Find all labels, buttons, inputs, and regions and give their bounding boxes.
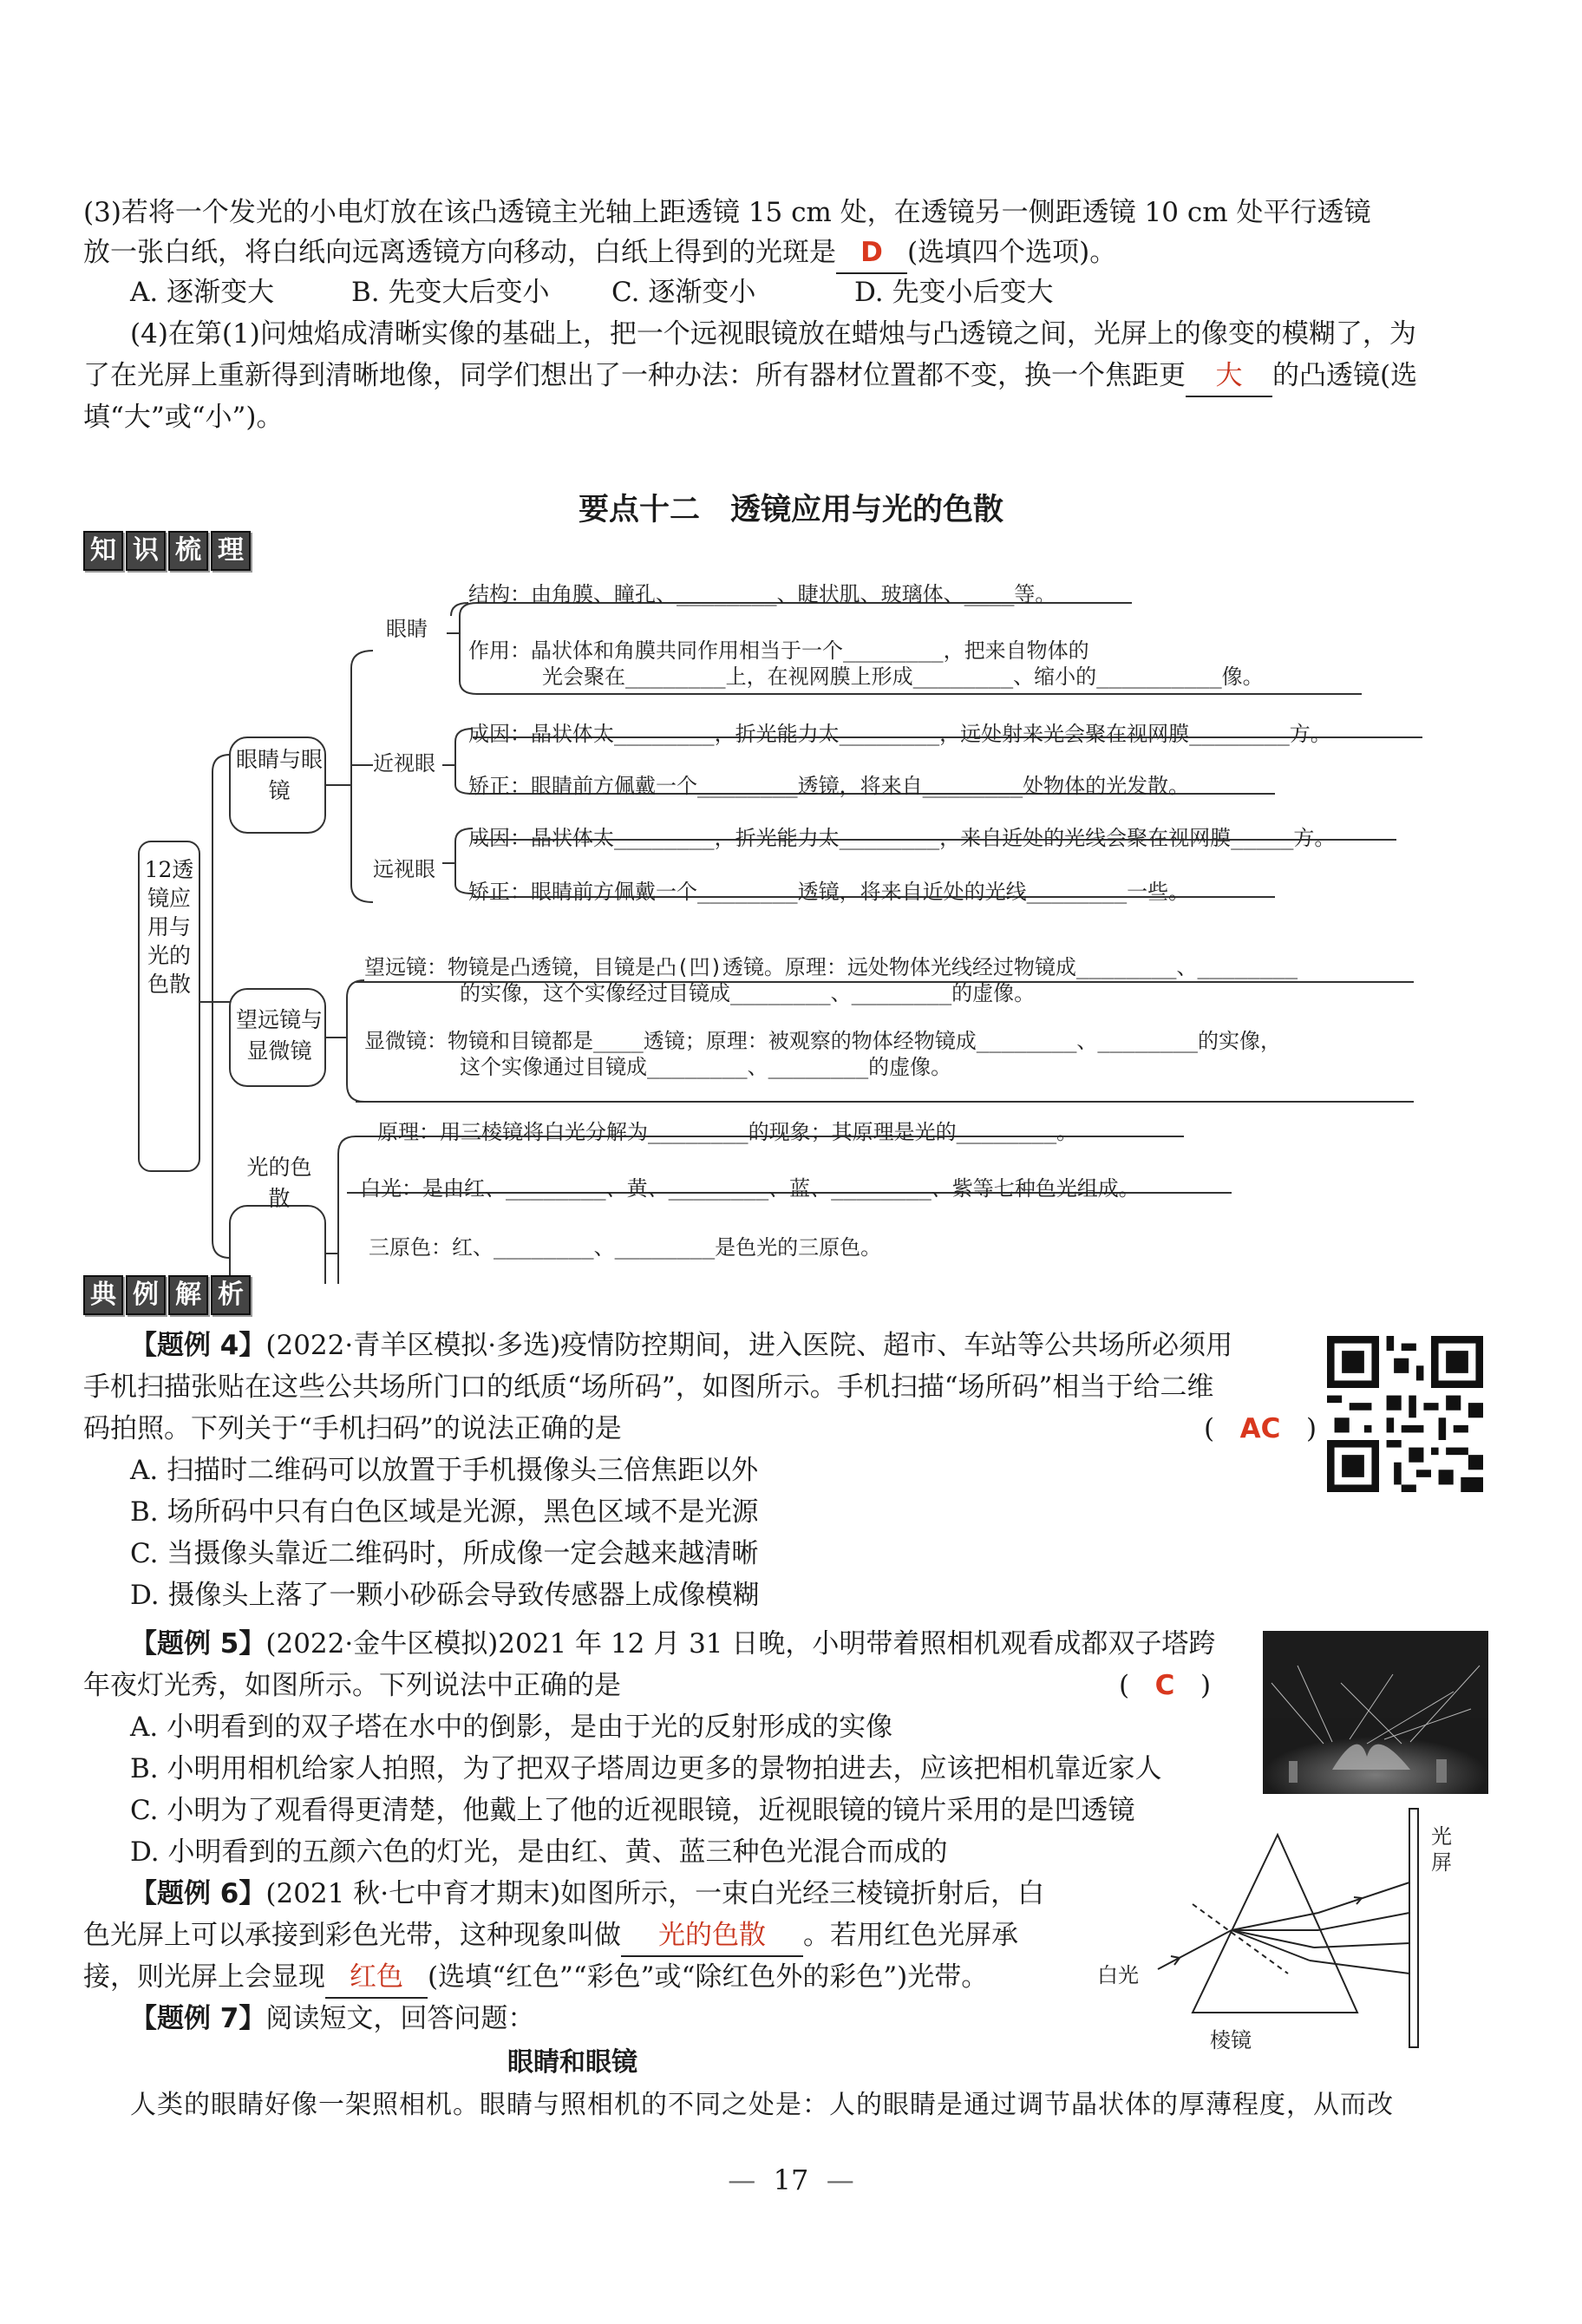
tag-char: 梳 (168, 531, 208, 571)
ex6-text: 。若用红色光屏承 (803, 1920, 1018, 1951)
label-screen-2: 屏 (1431, 1850, 1452, 1875)
q3-line-2 (83, 232, 1471, 274)
node-dispersion: 光的色散 (246, 1155, 312, 1211)
ex6-text: 色光屏上可以承接到彩色光带，这种现象叫做 (83, 1920, 621, 1951)
q3-answer: D (860, 237, 883, 268)
q3-line-1: (3)若将一个发光的小电灯放在该凸透镜主光轴上距透镜 15 cm 处，在透镜另一侧距透镜 10 cm 处平行透镜 (83, 197, 1371, 228)
q3-text: 放一张白纸，将白纸向远离透镜方向移动，白纸上得到的光斑是 (83, 237, 836, 268)
eye-structure: 结构：由角膜、瞳孔、________、睫状肌、玻璃体、____等。 (468, 582, 1056, 606)
q4-line-3: 填“大”或“小”)。 (83, 402, 284, 433)
ex6-text: (选填“红色”“彩色”或“除红色外的彩色”)光带。 (428, 1961, 989, 1993)
myopia-fix: 矫正：眼睛前方佩戴一个________透镜，将来自________处物体的光发散。 (468, 774, 1190, 798)
node-myopia: 近视眼 (373, 751, 435, 776)
ex5-option-a: A. 小明看到的双子塔在水中的倒影，是由于光的反射形成的实像 (130, 1712, 893, 1743)
ex7-title: 眼睛和眼镜 (507, 2047, 637, 2078)
q4-answer: 大 (1215, 360, 1243, 391)
label-prism: 棱镜 (1210, 2028, 1252, 2052)
page-number: 17 (773, 2164, 809, 2196)
ex6-answer-1: 光的色散 (658, 1920, 766, 1951)
tag-char: 解 (168, 1275, 208, 1315)
dispersion-principle: 原理：用三棱镜将白光分解为________的现象；其原理是光的________。 (377, 1120, 1078, 1144)
tag-char: 理 (211, 531, 251, 571)
ex4-text: (2022·青羊区模拟·多选)疫情防控期间，进入医院、超市、车站等公共场所必须用 (265, 1330, 1233, 1361)
ex4-line-3: 码拍照。下列关于“手机扫码”的说法正确的是 (83, 1413, 622, 1444)
tag-char: 例 (126, 1275, 166, 1315)
ex5-text: (2022·金牛区模拟)2021 年 12 月 31 日晚，小明带着照相机观看成都双子塔跨 (265, 1628, 1216, 1660)
ex5-answer: C (1154, 1670, 1175, 1701)
q4-text: 了在光屏上重新得到清晰地像，同学们想出了一种办法：所有器材位置都不变，换一个焦距更 (83, 360, 1186, 391)
mindmap-root: 12透镜应用与光的色散 (144, 857, 194, 997)
telescope-1: 望远镜：物镜是凸透镜，目镜是凸(凹)透镜。原理：远处物体光线经过物镜成________、________ (364, 955, 1298, 979)
tag-char: 识 (126, 531, 166, 571)
hyperopia-fix: 矫正：眼睛前方佩戴一个________透镜，将来自近处的光线________一些。 (468, 880, 1190, 904)
node-eye: 眼睛 (386, 617, 428, 641)
tag-char: 知 (83, 531, 123, 571)
ex4-option-a: A. 扫描时二维码可以放置于手机摄像头三倍焦距以外 (130, 1455, 759, 1486)
option-a: A. 逐渐变大 (130, 277, 275, 308)
ex5-option-b: B. 小明用相机给家人拍照，为了把双子塔周边更多的景物拍进去，应该把相机靠近家人 (130, 1753, 1162, 1784)
microscope-1: 显微镜：物镜和目镜都是____透镜；原理：被观察的物体经物镜成________、________的实像， (364, 1029, 1281, 1053)
node-telescope-microscope: 望远镜与显微镜 (235, 1007, 323, 1064)
tag-char: 典 (83, 1275, 123, 1315)
examples-tag (83, 1275, 251, 1315)
ex4-answer-paren: ( AC ) (1204, 1413, 1317, 1444)
primary-colors: 三原色：红、________、________是色光的三原色。 (369, 1235, 882, 1260)
section-title: 要点十二 透镜应用与光的色散 (578, 493, 1003, 527)
ex5-line-2: 年夜灯光秀，如图所示。下列说法中正确的是 (83, 1670, 621, 1701)
ex4-option-b: B. 场所码中只有白色区域是光源，黑色区域不是光源 (130, 1496, 759, 1528)
option-c: C. 逐渐变小 (611, 277, 756, 308)
ex7-text-line: 人类的眼睛好像一架照相机。眼睛与照相机的不同之处是：人的眼睛是通过调节晶状体的厚薄程度，从而改 (130, 2090, 1394, 2120)
telescope-2: 的实像，这个实像经过目镜成________、________的虚像。 (460, 981, 1036, 1005)
ex7-line-1 (130, 1999, 1518, 2039)
q3-options (130, 272, 1053, 312)
node-eyes-glasses: 眼睛与眼镜 (236, 747, 324, 803)
ex4-option-c: C. 当摄像头靠近二维码时，所成像一定会越来越清晰 (130, 1538, 759, 1569)
microscope-2: 这个实像通过目镜成________、________的虚像。 (460, 1055, 952, 1079)
ex5-option-d: D. 小明看到的五颜六色的灯光，是由红、黄、蓝三种色光混合而成的 (130, 1836, 948, 1868)
hyperopia-cause: 成因：晶状体太________，折光能力太________，来自近处的光线会聚在视网膜_____方。 (468, 826, 1336, 850)
q4-text-post: 的凸透镜(选 (1272, 360, 1418, 391)
ex4-line-1 (130, 1326, 1518, 1365)
twin-tower-photo (1263, 1631, 1488, 1794)
eye-function-2: 光会聚在________上，在视网膜上形成________、缩小的__________像。 (542, 664, 1264, 689)
ex5-label: 【题例 5】 (130, 1628, 266, 1660)
option-b: B. 先变大后变小 (351, 277, 550, 308)
myopia-cause: 成因：晶状体太________，折光能力太________，远处射来光会聚在视网膜________方。 (468, 722, 1331, 746)
qr-code-image (1327, 1336, 1483, 1492)
page-number-row: — 17 — (728, 2164, 854, 2196)
tag-char: 析 (211, 1275, 251, 1315)
ex5-answer-paren: ( C ) (1119, 1670, 1212, 1701)
white-light: 白光：是由红、________、黄、________、蓝、________、紫等七种色光组成。 (360, 1176, 1140, 1201)
eye-function-1: 作用：晶状体和角膜共同作用相当于一个________，把来自物体的 (468, 638, 1089, 663)
q4-line-1: (4)在第(1)问烛焰成清晰实像的基础上，把一个远视眼镜放在蜡烛与凸透镜之间，光屏上的像变的模糊了，为 (130, 318, 1416, 350)
ex4-line-2: 手机扫描张贴在这些公共场所门口的纸质“场所码”，如图所示。手机扫描“场所码”相当于给二维 (83, 1371, 1214, 1403)
ex7-text: 阅读短文，回答问题： (265, 2003, 535, 2034)
ex6-label: 【题例 6】 (130, 1878, 266, 1909)
node-hyperopia: 远视眼 (373, 857, 435, 881)
ex6-answer-2: 红色 (350, 1961, 403, 1993)
ex6-text: 接，则光屏上会显现 (83, 1961, 325, 1993)
q3-text-post: (选填四个选项)。 (907, 237, 1117, 268)
q4-line-2 (83, 356, 1471, 397)
ex4-label: 【题例 4】 (130, 1330, 266, 1361)
option-d: D. 先变小后变大 (854, 277, 1054, 308)
ex4-option-d: D. 摄像头上落了一颗小砂砾会导致传感器上成像模糊 (130, 1580, 760, 1611)
ex4-answer: AC (1239, 1413, 1281, 1444)
label-screen-1: 光 (1431, 1824, 1452, 1849)
ex5-option-c: C. 小明为了观看得更清楚，他戴上了他的近视眼镜，近视眼镜的镜片采用的是凹透镜 (130, 1795, 1135, 1826)
ex6-text: (2021 秋·七中育才期末)如图所示，一束白光经三棱镜折射后，白 (265, 1878, 1045, 1909)
label-white-light: 白光 (1097, 1963, 1139, 1987)
ex7-label: 【题例 7】 (130, 2003, 266, 2034)
